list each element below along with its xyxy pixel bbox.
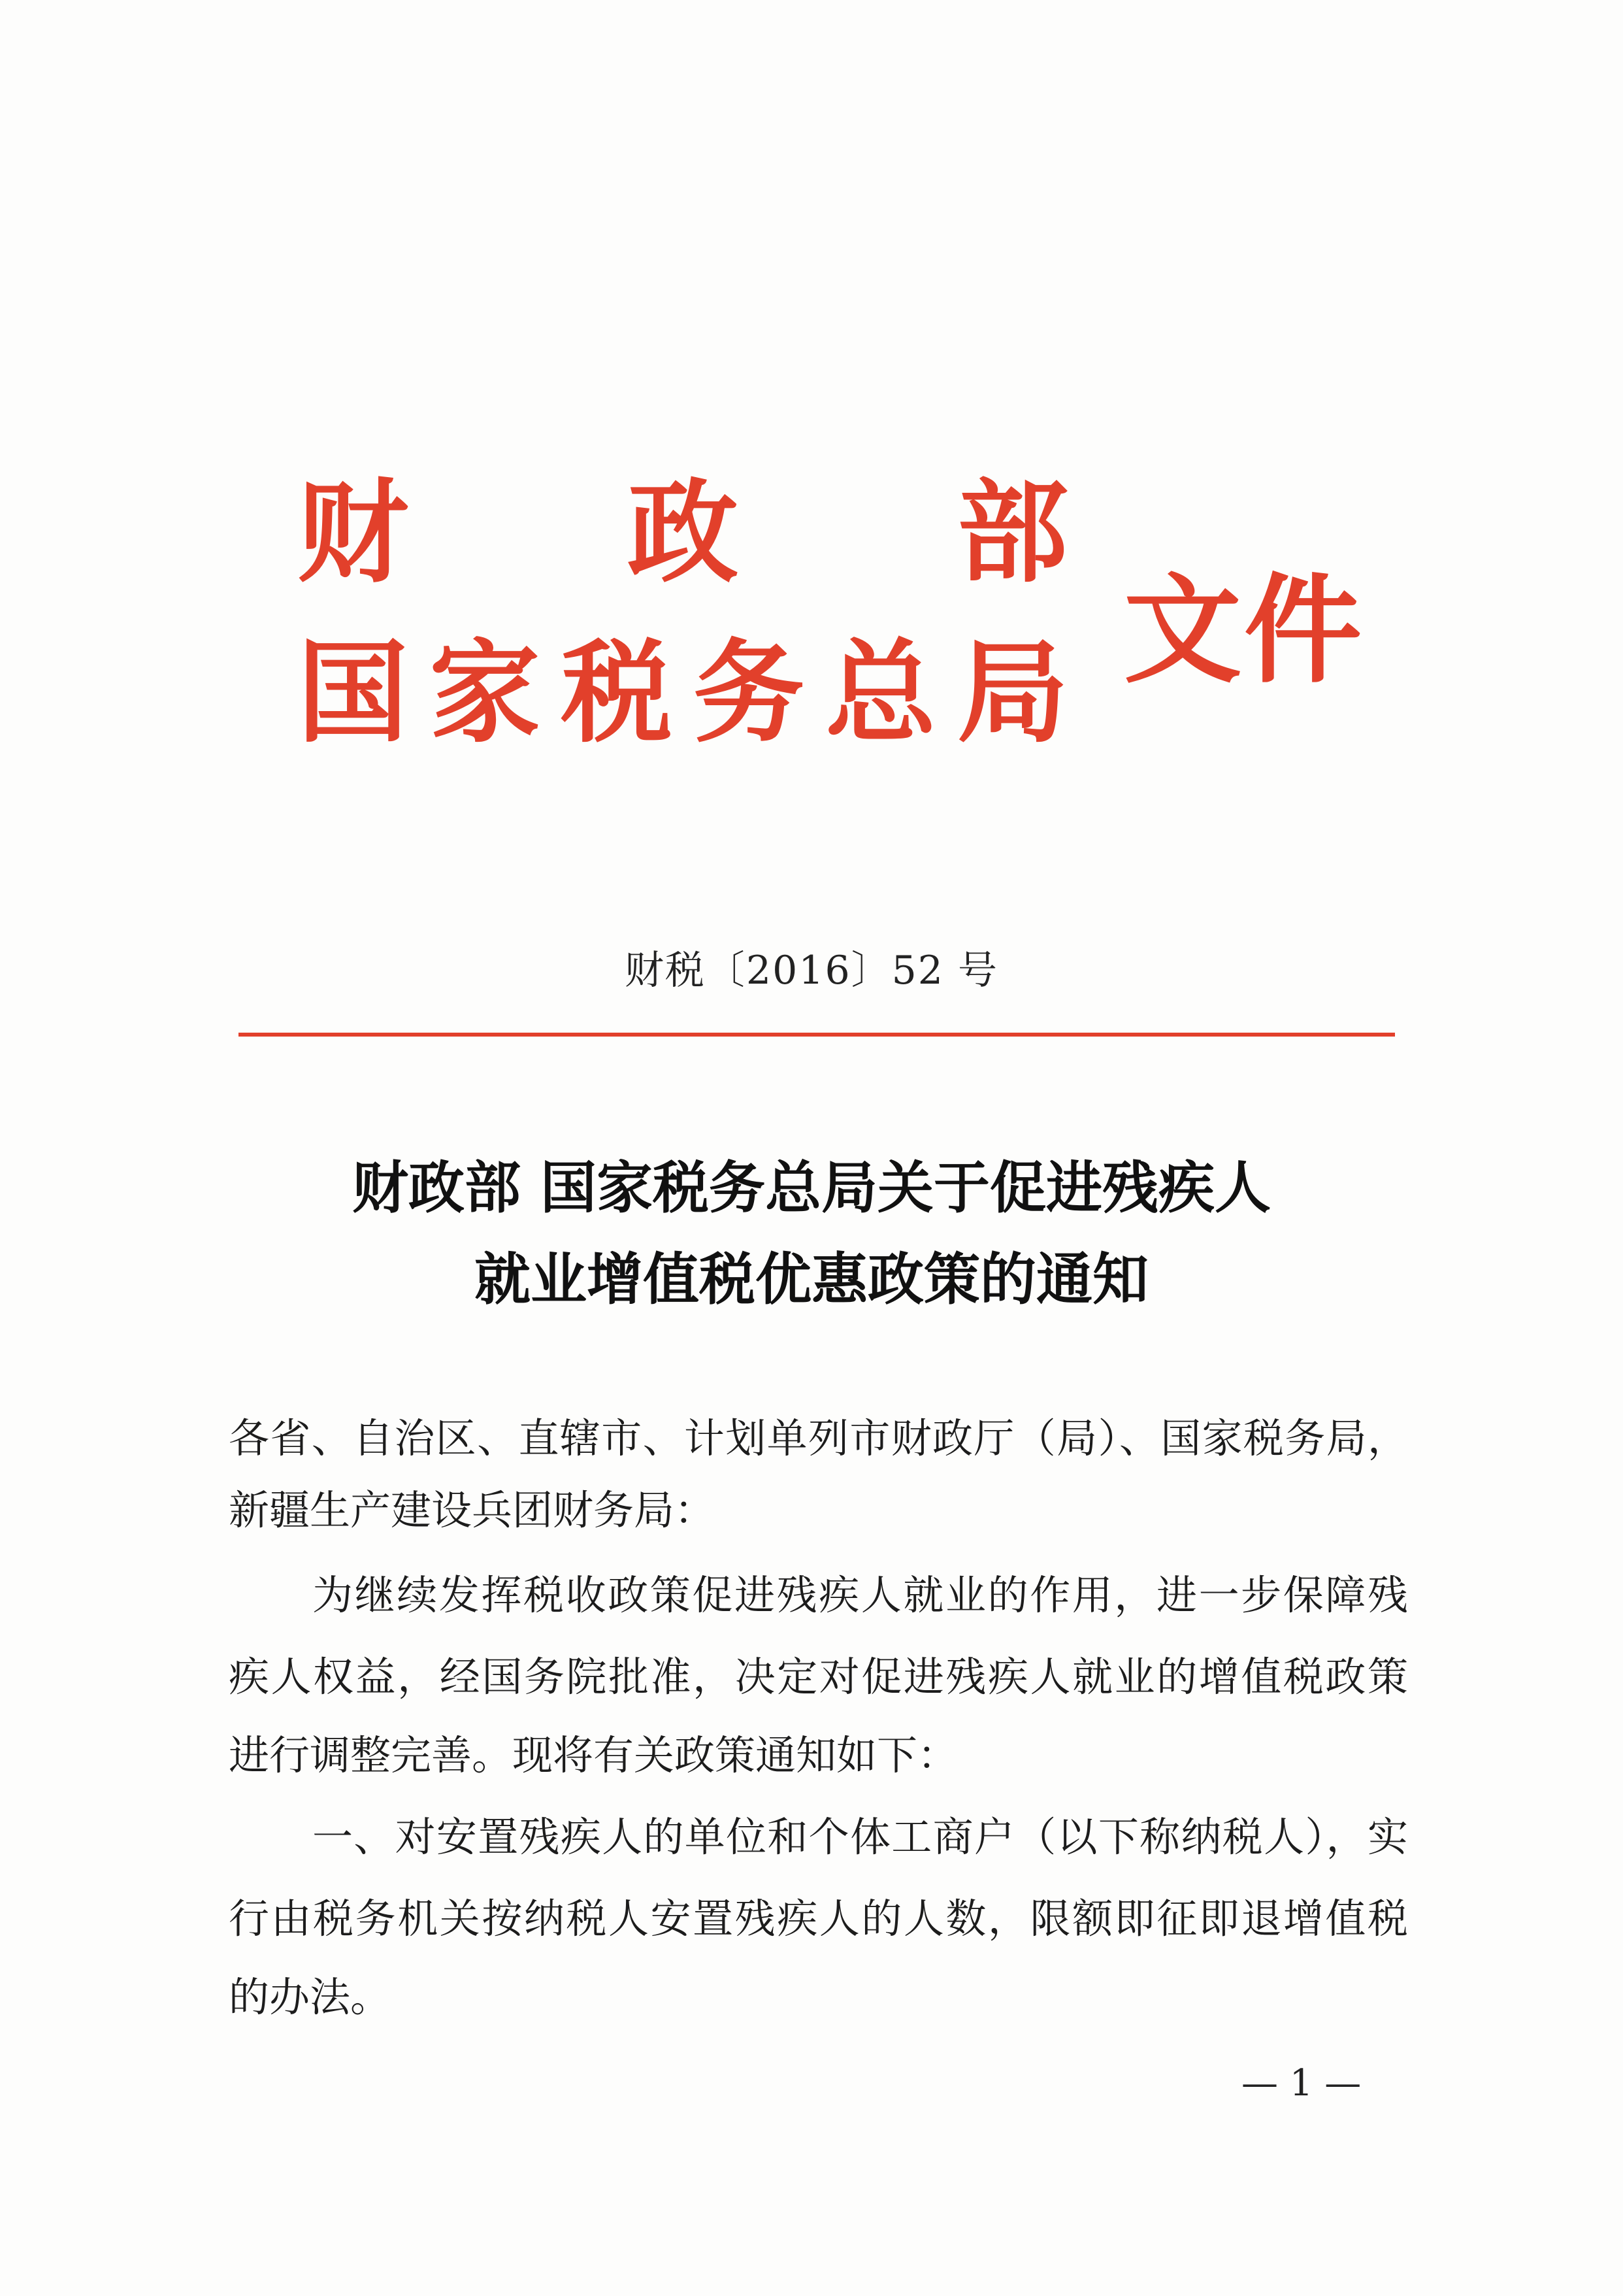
issuer-line-state-taxation-administration	[297, 627, 1068, 758]
issuer-char: 税	[561, 627, 672, 758]
issuer-char: 政	[627, 467, 738, 598]
issuer-char: 财	[297, 467, 409, 598]
body-line: 行由税务机关按纳税人安置残疾人的人数，限额即征即退增值税	[229, 1895, 1408, 1942]
issuer-char: 家	[429, 627, 540, 758]
document-title-line-1: 财政部 国家税务总局关于促进残疾人	[352, 1156, 1271, 1221]
body-line: 为继续发挥税收政策促进残疾人就业的作用，进一步保障残	[312, 1571, 1408, 1619]
issuer-char: 总	[825, 627, 936, 758]
body-line: 疾人权益，经国务院批准，决定对促进残疾人就业的增值税政策	[229, 1653, 1408, 1701]
body-line: 一、对安置残疾人的单位和个体工商户（以下称纳税人），实	[312, 1813, 1408, 1861]
issuer-char: 务	[693, 627, 804, 758]
body-line: 的办法。	[229, 1973, 391, 2021]
document-number: 财税〔2016〕52 号	[624, 948, 999, 993]
document-suffix: 文件	[1124, 561, 1365, 699]
body-line: 进行调整完善。现将有关政策通知如下：	[229, 1731, 959, 1779]
issuer-char: 国	[297, 627, 409, 758]
body-line: 新疆生产建设兵团财务局：	[229, 1486, 715, 1534]
issuer-char: 局	[957, 627, 1068, 758]
header-divider	[238, 1033, 1395, 1037]
document-title-line-2: 就业增值税优惠政策的通知	[474, 1247, 1149, 1312]
issuer-char: 部	[957, 467, 1068, 598]
page-number: — 1 —	[1241, 2062, 1362, 2105]
issuer-line-ministry-of-finance	[297, 467, 1068, 598]
body-line: 各省、自治区、直辖市、计划单列市财政厅（局）、国家税务局，	[229, 1414, 1408, 1462]
